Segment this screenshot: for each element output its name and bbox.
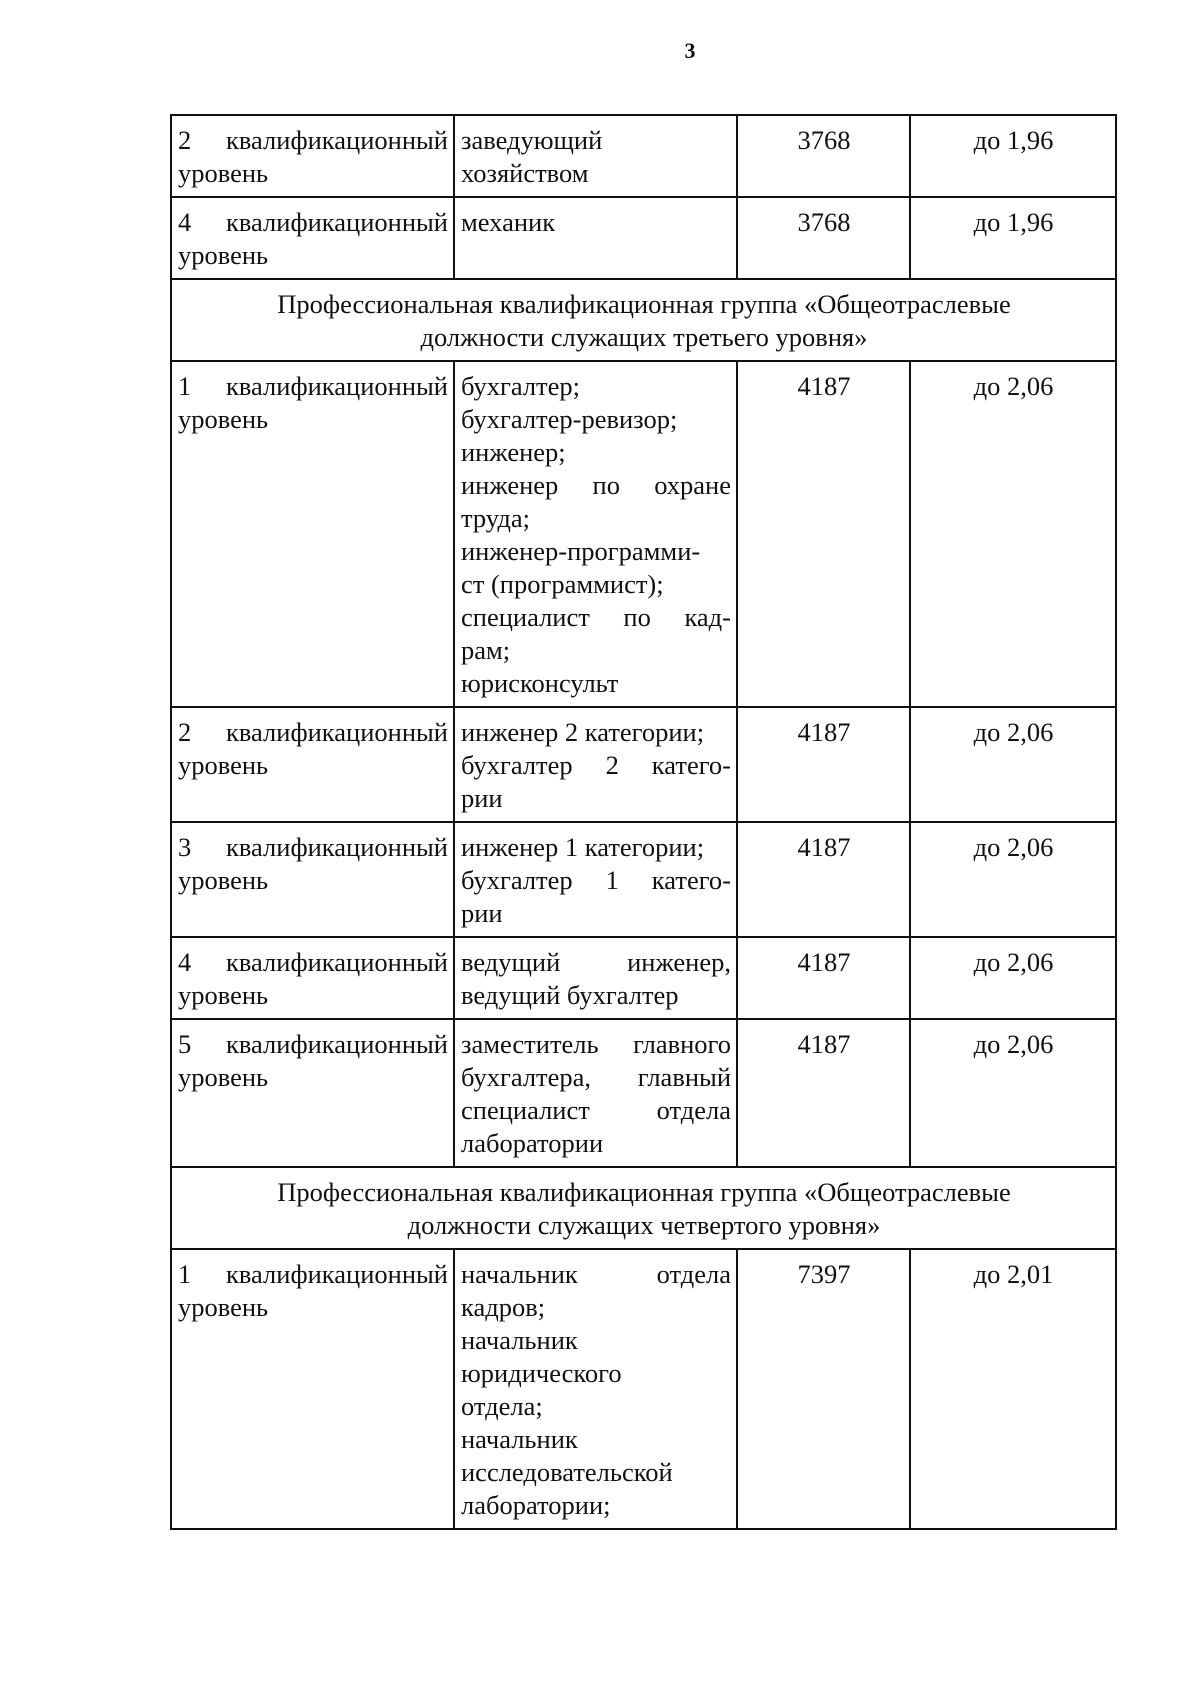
qualification-level-number: 3 — [178, 832, 192, 862]
table-body — [171, 115, 1116, 1529]
qualification-level-suffix: уровень — [178, 750, 269, 780]
qualification-level-number: 4 — [178, 947, 192, 977]
qualification-level-suffix: уровень — [178, 980, 269, 1010]
qualification-level-line — [178, 1258, 448, 1291]
qualification-level-word: квалификационный — [226, 371, 448, 401]
coefficient-cell: до 2,06 — [910, 937, 1116, 1019]
qualification-level-number: 4 — [178, 207, 192, 237]
qualification-level-suffix: уровень — [178, 1062, 269, 1092]
position-line: кадров; — [461, 1292, 546, 1322]
qualification-level-word: квалификационный — [226, 832, 448, 862]
table-row — [171, 1019, 1116, 1167]
qualification-level-word: квалификационный — [226, 207, 448, 237]
qualification-level-line — [178, 124, 448, 157]
position-line: отдела; — [461, 1391, 543, 1421]
position-line: ведущий инженер, — [461, 947, 731, 977]
position-line: юрисконсульт — [461, 668, 619, 698]
qualification-level-cell — [171, 197, 454, 279]
table-row — [171, 197, 1116, 279]
positions-cell — [454, 937, 737, 1019]
group-header-line: должности служащих третьего уровня» — [420, 322, 868, 352]
position-line: начальник — [461, 1424, 578, 1454]
qualification-level-number: 2 — [178, 125, 192, 155]
group-header-cell — [171, 1167, 1116, 1249]
coefficient-cell: до 1,96 — [910, 115, 1116, 197]
coefficient-cell: до 1,96 — [910, 197, 1116, 279]
group-header-line: Профессиональная квалификационная группа «Общеотраслевые — [277, 1177, 1011, 1207]
salary-cell: 4187 — [737, 361, 910, 707]
positions-cell — [454, 1249, 737, 1529]
position-line: бухгалтер 2 катего- — [461, 750, 731, 780]
position-line: исследовательской — [461, 1457, 673, 1487]
positions-cell — [454, 115, 737, 197]
position-line: инженер; — [461, 437, 566, 467]
group-header-row — [171, 279, 1116, 361]
qualification-level-cell — [171, 822, 454, 937]
table-row — [171, 822, 1116, 937]
group-header-cell — [171, 279, 1116, 361]
group-header-line: должности служащих четвертого уровня» — [407, 1210, 881, 1240]
position-line: лаборатории — [461, 1128, 604, 1158]
salary-cell: 7397 — [737, 1249, 910, 1529]
salary-cell: 3768 — [737, 197, 910, 279]
qualification-level-suffix: уровень — [178, 240, 269, 270]
qualification-level-word: квалификационный — [226, 1259, 448, 1289]
qualification-level-line — [178, 946, 448, 979]
position-line: бухгалтера, главный — [461, 1062, 731, 1092]
position-line: начальник — [461, 1325, 578, 1355]
qualification-level-line — [178, 716, 448, 749]
page-number: 3 — [684, 38, 696, 63]
position-line: труда; — [461, 503, 530, 533]
table-row — [171, 707, 1116, 822]
position-line: заместитель главного — [461, 1029, 731, 1059]
position-line: бухгалтер-ревизор; — [461, 404, 678, 434]
qualification-level-cell — [171, 115, 454, 197]
position-line: лаборатории; — [461, 1490, 611, 1520]
coefficient-cell: до 2,06 — [910, 1019, 1116, 1167]
table-row — [171, 937, 1116, 1019]
salary-cell: 4187 — [737, 937, 910, 1019]
coefficient-cell: до 2,01 — [910, 1249, 1116, 1529]
position-line: хозяйством — [461, 158, 589, 188]
position-line: специалист отдела — [461, 1095, 731, 1125]
qualification-level-line — [178, 206, 448, 239]
qualification-level-number: 1 — [178, 371, 192, 401]
position-line: ведущий бухгалтер — [461, 980, 679, 1010]
position-line: инженер 1 категории; — [461, 832, 705, 862]
qualification-level-word: квалификационный — [226, 1029, 448, 1059]
qualification-level-word: квалификационный — [226, 717, 448, 747]
qualification-level-cell — [171, 707, 454, 822]
table-row — [171, 1249, 1116, 1529]
salary-cell: 4187 — [737, 707, 910, 822]
positions-cell — [454, 361, 737, 707]
salary-cell: 3768 — [737, 115, 910, 197]
qualification-level-suffix: уровень — [178, 158, 269, 188]
qualification-level-suffix: уровень — [178, 404, 269, 434]
position-line: рам; — [461, 635, 511, 665]
qualification-level-line — [178, 831, 448, 864]
position-line: рии — [461, 898, 503, 928]
coefficient-cell: до 2,06 — [910, 707, 1116, 822]
group-header-row — [171, 1167, 1116, 1249]
position-line: бухгалтер; — [461, 371, 581, 401]
position-line: начальник отдела — [461, 1259, 731, 1289]
position-line: инженер 2 категории; — [461, 717, 705, 747]
qualification-level-line — [178, 1028, 448, 1061]
positions-cell — [454, 707, 737, 822]
qualification-level-number: 1 — [178, 1259, 192, 1289]
qualification-level-cell — [171, 937, 454, 1019]
qualification-level-cell — [171, 1249, 454, 1529]
qualification-level-cell — [171, 361, 454, 707]
coefficient-cell: до 2,06 — [910, 361, 1116, 707]
qualification-table — [170, 114, 1117, 1530]
position-line: ст (программист); — [461, 569, 664, 599]
position-line: инженер по охране — [461, 470, 731, 500]
qualification-level-number: 2 — [178, 717, 192, 747]
salary-cell: 4187 — [737, 1019, 910, 1167]
position-line: юридического — [461, 1358, 622, 1388]
coefficient-cell: до 2,06 — [910, 822, 1116, 937]
qualification-level-suffix: уровень — [178, 865, 269, 895]
position-line: заведующий — [461, 125, 603, 155]
qualification-level-line — [178, 370, 448, 403]
position-line: инженер-программи- — [461, 536, 701, 566]
salary-cell: 4187 — [737, 822, 910, 937]
positions-cell — [454, 1019, 737, 1167]
position-line: специалист по кад- — [461, 602, 731, 632]
positions-cell — [454, 197, 737, 279]
qualification-level-number: 5 — [178, 1029, 192, 1059]
group-header-line: Профессиональная квалификационная группа «Общеотраслевые — [277, 289, 1011, 319]
table-row — [171, 115, 1116, 197]
positions-cell — [454, 822, 737, 937]
position-line: механик — [461, 207, 556, 237]
qualification-level-word: квалификационный — [226, 125, 448, 155]
qualification-level-suffix: уровень — [178, 1292, 269, 1322]
table-row — [171, 361, 1116, 707]
qualification-level-cell — [171, 1019, 454, 1167]
position-line: рии — [461, 783, 503, 813]
qualification-level-word: квалификационный — [226, 947, 448, 977]
position-line: бухгалтер 1 катего- — [461, 865, 731, 895]
